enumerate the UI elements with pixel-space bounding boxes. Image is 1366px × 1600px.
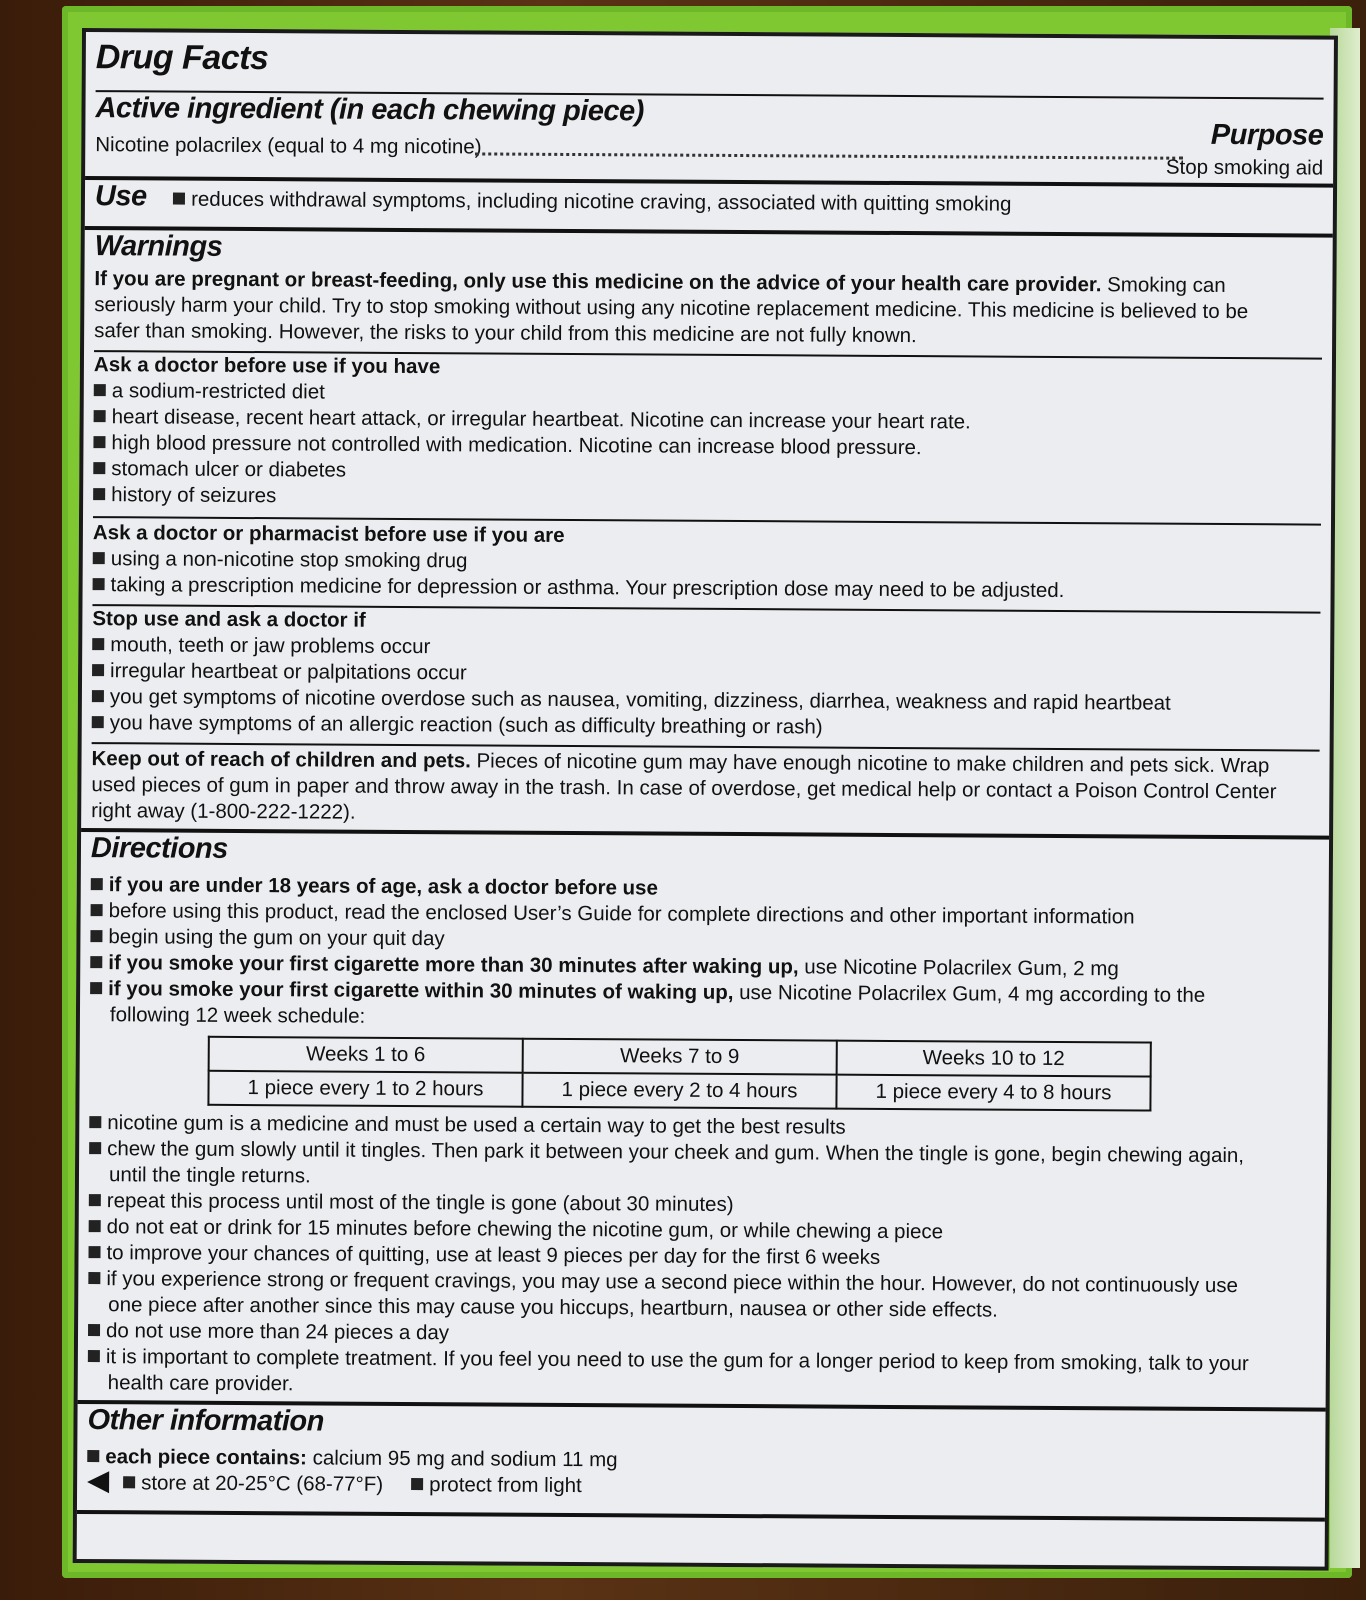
table-cell: 1 piece every 2 to 4 hours bbox=[522, 1073, 836, 1109]
list-item: chew the gum slowly until it tingles. Then park it between your cheek and gum. When the tingle is gone, begin chewing again, bbox=[107, 1137, 1245, 1168]
bullet-icon bbox=[93, 552, 105, 564]
directions-heading: Directions bbox=[90, 832, 228, 865]
purpose-heading: Purpose bbox=[1210, 118, 1324, 152]
directions-list-bottom bbox=[88, 1110, 1318, 1403]
drug-facts-panel bbox=[73, 28, 1338, 1571]
use-text: reduces withdrawal symptoms, including nicotine craving, associated with quitting smoking bbox=[191, 187, 1012, 216]
list-item: heart disease, recent heart attack, or irregular heartbeat. Nicotine can increase your heart rate. bbox=[111, 405, 971, 434]
dosing-schedule-table bbox=[207, 1036, 1151, 1112]
table-cell: 1 piece every 1 to 2 hours bbox=[208, 1071, 522, 1107]
directions-list-top bbox=[90, 872, 1319, 1035]
purpose-text: Stop smoking aid bbox=[1165, 155, 1324, 180]
pregnancy-bold: If you are pregnant or breast-feeding, only use this medicine on the advice of your health care provider. bbox=[94, 267, 1102, 297]
list-item-continued: following 12 week schedule: bbox=[109, 1003, 366, 1028]
list-item-continued: until the tingle returns. bbox=[108, 1163, 311, 1188]
ask-pharmacist-section bbox=[93, 520, 1321, 605]
keep-out-text-3: right away (1-800-222-1222). bbox=[91, 799, 356, 824]
list-item-bold: each piece contains: bbox=[105, 1445, 308, 1470]
other-information-heading: Other information bbox=[87, 1404, 324, 1438]
list-item: history of seizures bbox=[111, 483, 277, 508]
ask-pharmacist-heading: Ask a doctor or pharmacist before use if you are bbox=[92, 521, 565, 547]
list-item: stomach ulcer or diabetes bbox=[111, 457, 347, 482]
bullet-icon bbox=[89, 1194, 101, 1206]
table-row bbox=[209, 1037, 1151, 1077]
bullet-icon bbox=[88, 1350, 100, 1362]
list-item-continued: one piece after another since this may cause you hiccups, heartburn, nausea or other side effects. bbox=[108, 1293, 998, 1322]
ask-doctor-section bbox=[93, 352, 1322, 515]
bullet-icon bbox=[93, 578, 105, 590]
drug-facts-title: Drug Facts bbox=[95, 38, 269, 78]
bullet-icon bbox=[89, 1142, 101, 1154]
bullet-icon bbox=[91, 904, 103, 916]
bullet-icon bbox=[94, 410, 106, 422]
use-heading: Use bbox=[94, 180, 147, 213]
list-item: before using this product, read the enclosed User’s Guide for complete directions and other important information bbox=[108, 899, 1135, 929]
bullet-icon bbox=[90, 982, 102, 994]
arrow-left-icon bbox=[87, 1471, 109, 1493]
stop-use-heading: Stop use and ask a doctor if bbox=[92, 607, 366, 632]
list-item: high blood pressure not controlled with medication. Nicotine can increase blood pressure. bbox=[111, 431, 922, 460]
keep-out-text-1: Pieces of nicotine gum may have enough nicotine to make children and pets sick. Wrap bbox=[476, 749, 1270, 778]
list-item: if you are under 18 years of age, ask a doctor before use bbox=[108, 873, 658, 900]
keep-out-section bbox=[91, 746, 1319, 831]
list-item-bold: if you smoke your first cigarette within 30 minutes of waking up, bbox=[108, 977, 734, 1004]
bullet-icon bbox=[88, 1324, 100, 1336]
bullet-icon bbox=[89, 1116, 101, 1128]
bullet-icon bbox=[94, 384, 106, 396]
bullet-icon bbox=[92, 638, 104, 650]
table-header-cell: Weeks 1 to 6 bbox=[209, 1037, 523, 1073]
ask-doctor-heading: Ask a doctor before use if you have bbox=[93, 353, 441, 379]
pregnancy-warning bbox=[94, 266, 1322, 351]
bullet-icon bbox=[411, 1478, 423, 1490]
list-item: irregular heartbeat or palpitations occur bbox=[110, 659, 467, 685]
bullet-icon bbox=[92, 690, 104, 702]
list-item: if you experience strong or frequent cravings, you may use a second piece within the hour. However, do not continuously use bbox=[106, 1267, 1238, 1298]
table-header-cell: Weeks 10 to 12 bbox=[837, 1041, 1151, 1077]
bullet-icon bbox=[173, 193, 185, 205]
list-item: taking a prescription medicine for depression or asthma. Your prescription dose may need to be adjusted. bbox=[110, 573, 1065, 603]
list-item: store at 20-25°C (68-77°F) bbox=[141, 1471, 384, 1496]
list-item: you have symptoms of an allergic reaction (such as difficulty breathing or rash) bbox=[109, 711, 823, 739]
warnings-heading: Warnings bbox=[94, 230, 223, 263]
bullet-icon bbox=[92, 664, 104, 676]
bullet-icon bbox=[88, 1246, 100, 1258]
bullet-icon bbox=[93, 436, 105, 448]
table-cell: 1 piece every 4 to 8 hours bbox=[836, 1075, 1150, 1111]
bullet-icon bbox=[90, 930, 102, 942]
pregnancy-text-3: safer than smoking. However, the risks to your child from this medicine are not fully known. bbox=[94, 319, 917, 348]
list-item-bold: if you smoke your first cigarette more than 30 minutes after waking up, bbox=[108, 951, 799, 979]
table-header-cell: Weeks 7 to 9 bbox=[523, 1039, 837, 1075]
active-ingredient-text: Nicotine polacrilex (equal to 4 mg nicotine) bbox=[95, 133, 482, 159]
bullet-icon bbox=[90, 956, 102, 968]
list-item-continued: health care provider. bbox=[107, 1371, 294, 1396]
divider bbox=[77, 1510, 1325, 1522]
table-row bbox=[208, 1071, 1150, 1111]
other-information-list bbox=[87, 1444, 1315, 1504]
bullet-icon bbox=[123, 1476, 135, 1488]
list-item: begin using the gum on your quit day bbox=[108, 925, 445, 951]
list-item: protect from light bbox=[429, 1473, 582, 1498]
list-item: to improve your chances of quitting, use at least 9 pieces per day for the first 6 weeks bbox=[106, 1241, 881, 1269]
keep-out-text-2: used pieces of gum in paper and throw away in the trash. In case of overdose, get medical help or contact a Poison Control Center bbox=[91, 773, 1277, 804]
pregnancy-text-2: seriously harm your child. Try to stop smoking without using any nicotine replacement medicine. This medicine is believed to be bbox=[94, 293, 1249, 324]
bullet-icon bbox=[92, 716, 104, 728]
keep-out-bold: Keep out of reach of children and pets. bbox=[91, 747, 471, 773]
bullet-icon bbox=[87, 1450, 99, 1462]
bullet-icon bbox=[93, 462, 105, 474]
list-item: use Nicotine Polacrilex Gum, 4 mg according to the bbox=[739, 981, 1206, 1007]
list-item: do not eat or drink for 15 minutes before chewing the nicotine gum, or while chewing a piece bbox=[106, 1215, 944, 1244]
bullet-icon bbox=[89, 1220, 101, 1232]
list-item: repeat this process until most of the tingle is gone (about 30 minutes) bbox=[106, 1189, 734, 1217]
bullet-icon bbox=[88, 1272, 100, 1284]
list-item: do not use more than 24 pieces a day bbox=[105, 1319, 450, 1345]
bullet-icon bbox=[91, 878, 103, 890]
list-item: a sodium-restricted diet bbox=[111, 379, 325, 404]
list-item: it is important to complete treatment. If you feel you need to use the gum for a longer period to keep from smoking, talk to your bbox=[105, 1345, 1249, 1376]
list-item: using a non-nicotine stop smoking drug bbox=[110, 547, 468, 573]
list-item: nicotine gum is a medicine and must be used a certain way to get the best results bbox=[107, 1111, 846, 1139]
bullet-icon bbox=[93, 488, 105, 500]
list-item: mouth, teeth or jaw problems occur bbox=[110, 633, 431, 659]
list-item: use Nicotine Polacrilex Gum, 2 mg bbox=[804, 955, 1119, 981]
list-item: you get symptoms of nicotine overdose such as nausea, vomiting, dizziness, diarrhea, weakness and rapid heartbeat bbox=[109, 685, 1171, 715]
list-item: calcium 95 mg and sodium 11 mg bbox=[312, 1446, 618, 1472]
pregnancy-text-1: Smoking can bbox=[1107, 273, 1226, 297]
stop-use-section bbox=[92, 606, 1321, 743]
active-ingredient-heading: Active ingredient (in each chewing piece) bbox=[95, 92, 644, 128]
use-section bbox=[95, 180, 1323, 221]
